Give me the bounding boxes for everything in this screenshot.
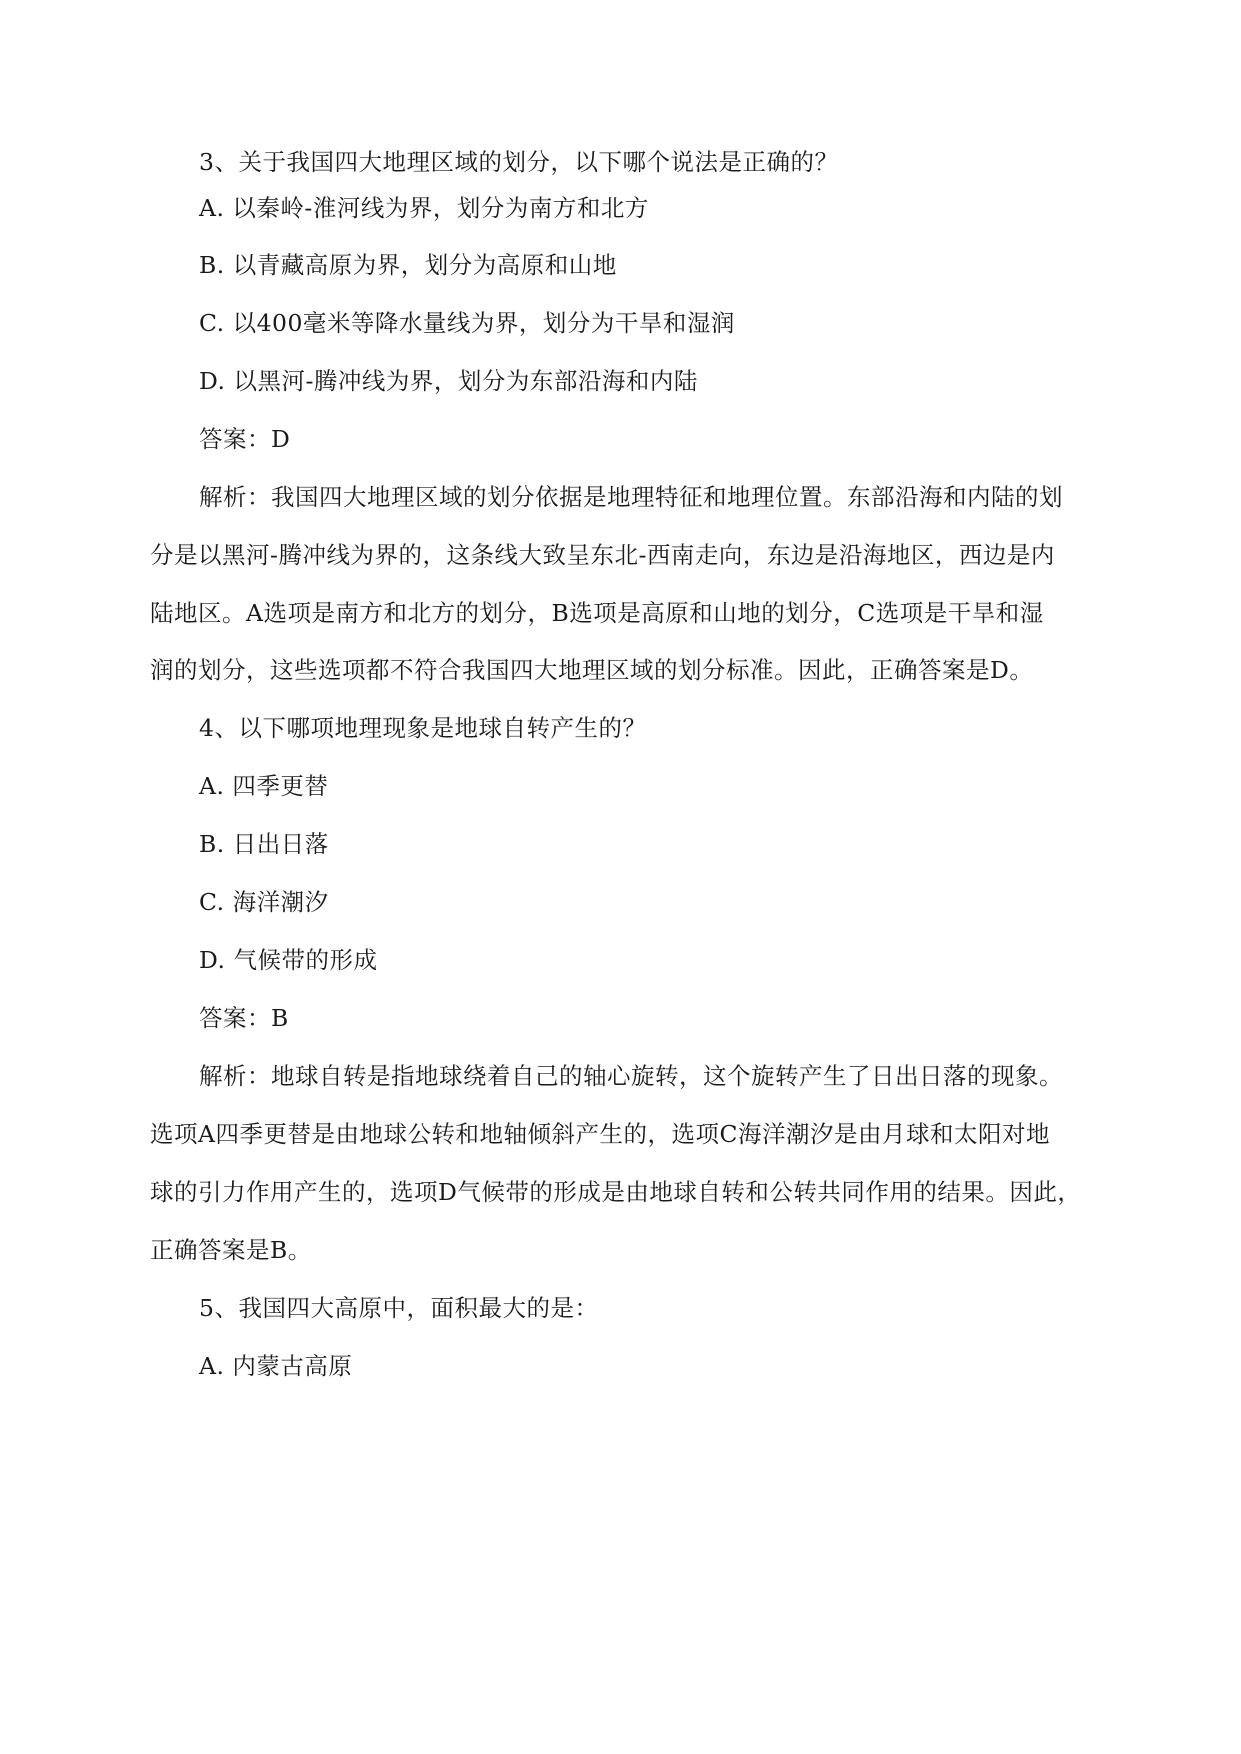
question-4-option-c: C. 海洋潮汐: [199, 888, 329, 916]
question-4-answer: 答案：B: [199, 1004, 289, 1032]
question-4-option-b: B. 日出日落: [199, 830, 329, 858]
question-3-explanation-line: 陆地区。A选项是南方和北方的划分，B选项是高原和山地的划分，C选项是干旱和湿: [150, 599, 1044, 627]
question-3-option-a: A. 以秦岭-淮河线为界，划分为南方和北方: [199, 194, 649, 222]
question-4-explanation-line: 选项A四季更替是由地球公转和地轴倾斜产生的，选项C海洋潮汐是由月球和太阳对地: [150, 1120, 1050, 1148]
question-3-option-c: C. 以400毫米等降水量线为界，划分为干旱和湿润: [199, 309, 735, 337]
question-4-text: 4、以下哪项地理现象是地球自转产生的？: [199, 714, 647, 742]
question-5-text: 5、我国四大高原中，面积最大的是：: [199, 1294, 599, 1322]
question-4-explanation-line: 球的引力作用产生的，选项D气候带的形成是由地球自转和公转共同作用的结果。因此，: [150, 1178, 1082, 1206]
question-3-text: 3、关于我国四大地理区域的划分，以下哪个说法是正确的？: [199, 148, 839, 176]
question-4-explanation-line: 正确答案是B。: [150, 1236, 312, 1264]
question-4-option-a: A. 四季更替: [199, 772, 329, 800]
question-3-explanation-line: 润的划分，这些选项都不符合我国四大地理区域的划分标准。因此，正确答案是D。: [150, 656, 1034, 684]
question-3-option-d: D. 以黑河-腾冲线为界，划分为东部沿海和内陆: [199, 367, 698, 395]
question-3-option-b: B. 以青藏高原为界，划分为高原和山地: [199, 251, 617, 279]
question-3-explanation-line: 解析：我国四大地理区域的划分依据是地理特征和地理位置。东部沿海和内陆的划: [199, 483, 1063, 511]
question-4-option-d: D. 气候带的形成: [199, 946, 378, 974]
question-5-option-a: A. 内蒙古高原: [199, 1352, 353, 1380]
question-3-answer: 答案：D: [199, 425, 291, 453]
question-3-explanation-line: 分是以黑河-腾冲线为界的，这条线大致呈东北-西南走向，东边是沿海地区，西边是内: [150, 541, 1055, 569]
question-4-explanation-line: 解析：地球自转是指地球绕着自己的轴心旋转，这个旋转产生了日出日落的现象。: [199, 1062, 1063, 1090]
